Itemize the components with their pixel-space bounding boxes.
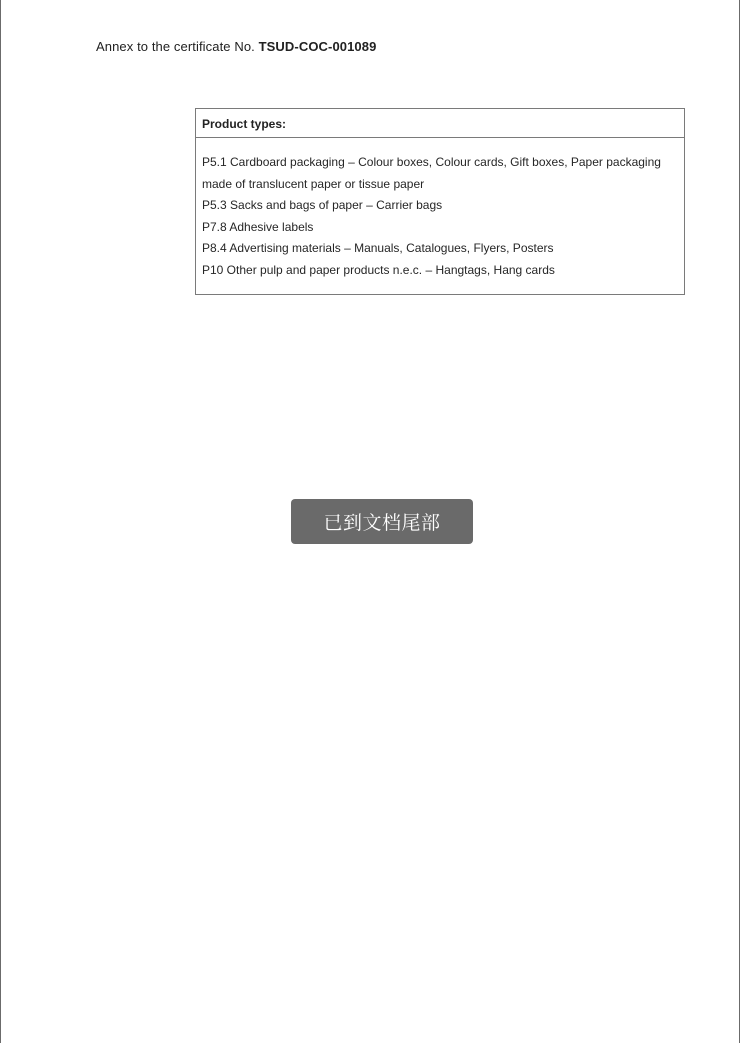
certificate-number: TSUD-COC-001089 <box>258 39 377 54</box>
annex-header <box>96 39 376 54</box>
product-types-table <box>195 108 685 295</box>
product-type-item: P8.4 Advertising materials – Manuals, Catalogues, Flyers, Posters <box>202 241 554 255</box>
product-type-item: P7.8 Adhesive labels <box>202 219 314 234</box>
product-types-heading: Product types: <box>196 109 684 138</box>
product-type-item: P5.1 Cardboard packaging – Colour boxes, Colour cards, Gift boxes, Paper packaging made of translucent paper or tissue paper <box>202 155 661 191</box>
end-of-document-toast: 已到文档尾部 <box>291 499 473 544</box>
product-types-list <box>196 138 684 281</box>
annex-prefix: Annex to the certificate No. <box>96 39 255 54</box>
product-type-item: P10 Other pulp and paper products n.e.c. – Hangtags, Hang cards <box>202 262 555 277</box>
product-type-item: P5.3 Sacks and bags of paper – Carrier bags <box>202 198 443 212</box>
